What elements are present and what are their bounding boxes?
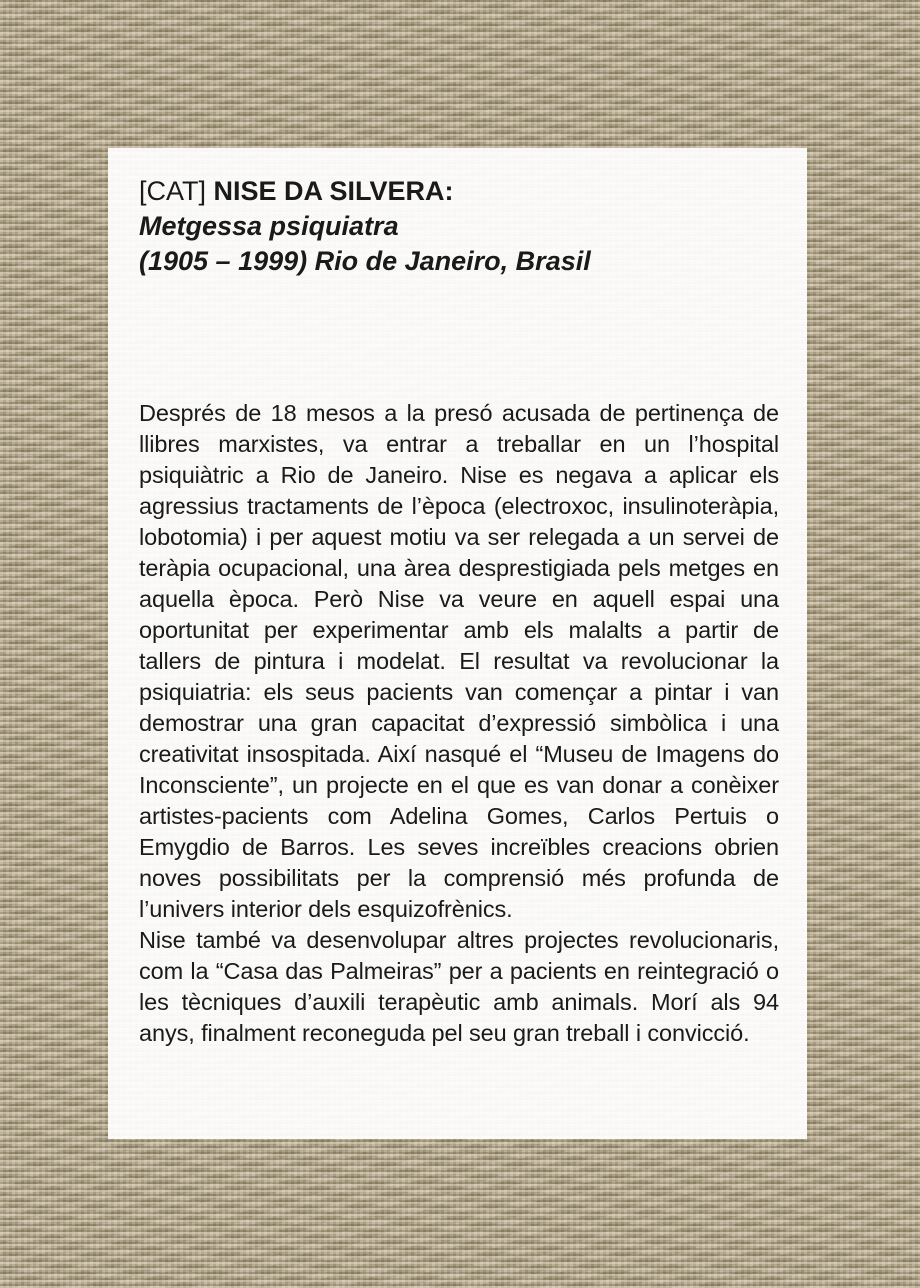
page-title	[139, 174, 779, 279]
dates-place: (1905 – 1999) Rio de Janeiro, Brasil	[139, 246, 591, 276]
biography-paragraph-2: Nise també va desenvolupar altres projectes revolucionaris, com la “Casa das Palmeiras” per a pacients en reintegració o les tècniques d’auxili terapèutic amb animals. Morí als 94 anys, finalment reconeguda pel seu gran treball i convicció.	[139, 927, 779, 1046]
language-tag: [CAT]	[139, 176, 206, 206]
text-panel	[108, 148, 807, 1139]
person-name: NISE DA SILVERA:	[213, 176, 454, 206]
biography-text	[139, 398, 779, 1049]
profession: Metgessa psiquiatra	[139, 211, 399, 241]
biography-paragraph-1: Després de 18 mesos a la presó acusada de pertinença de llibres marxistes, va entrar a treballar en un l’hospital psiquiàtric a Rio de Janeiro. Nise es negava a aplicar els agressius tractaments de l’època (electroxoc, insulinoteràpia, lobotomia) i per aquest motiu va ser relegada a un servei de teràpia ocupacional, una àrea desprestigiada pels metges en aquella època. Però Nise va veure en aquell espai una oportunitat per experimentar amb els malalts a partir de tallers de pintura i modelat. El resultat va revolucionar la psiquiatria: els seus pacients van començar a pintar i van demostrar una gran capacitat d’expressió simbòlica i una creativitat insospitada. Així nasqué el “Museu de Imagens do Inconsciente”, un projecte en el que es van donar a conèixer artistes-pacients com Adelina Gomes, Carlos Pertuis o Emygdio de Barros. Les seves increïbles creacions obrien noves possibilitats per la comprensió més profunda de l’univers interior dels esquizofrènics.	[139, 400, 779, 922]
